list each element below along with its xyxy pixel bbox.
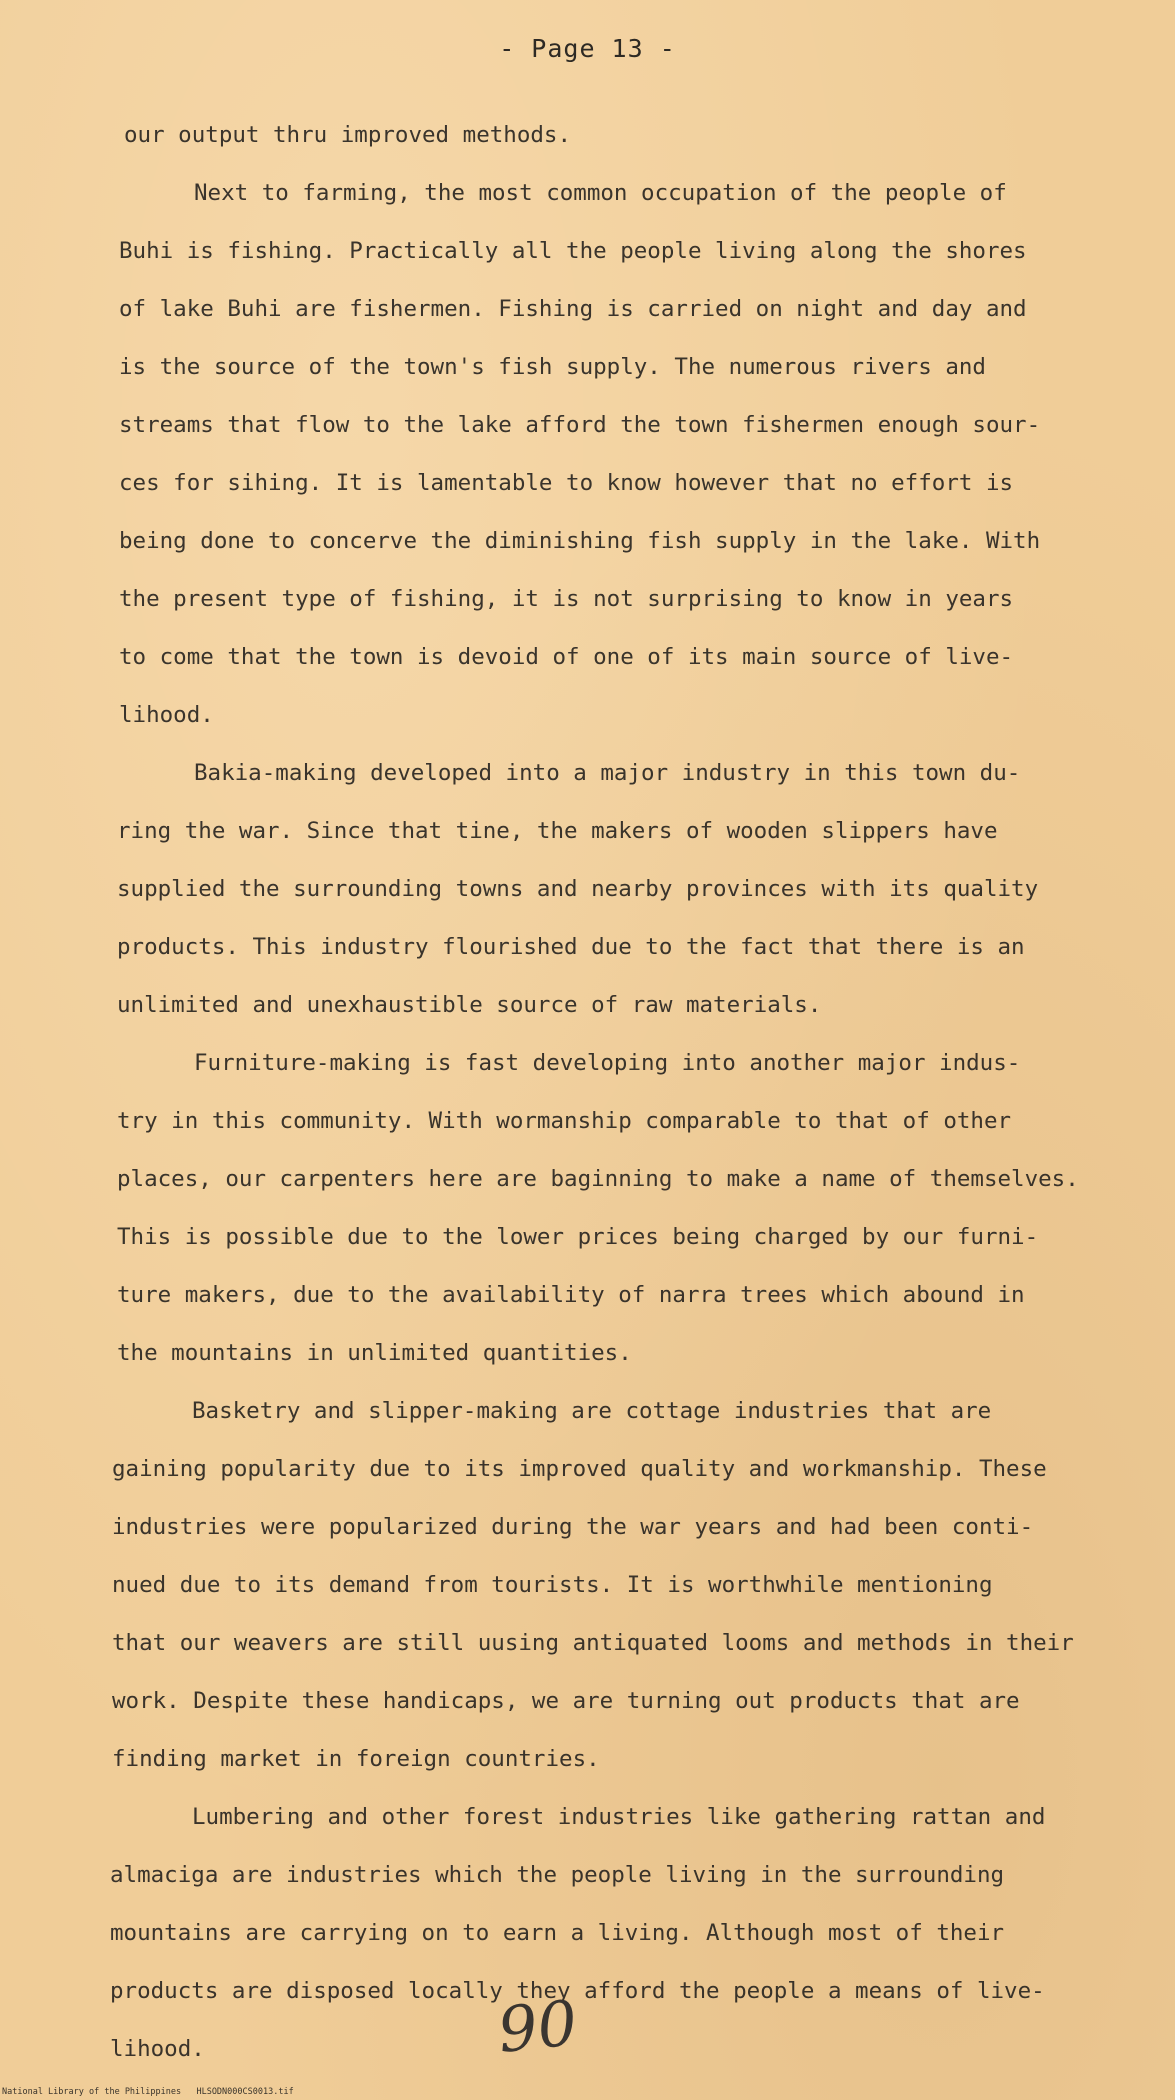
text-line-34: lihood.	[110, 2036, 205, 2062]
handwritten-folio-number: 90	[494, 1986, 581, 2067]
text-line-14: supplied the surrounding towns and nearby provinces with its quality	[117, 876, 1039, 902]
text-line-12: Bakia-making developed into a major industry in this town du-	[194, 760, 1021, 786]
text-line-25: industries were popularized during the war years and had been conti-	[112, 1514, 1034, 1540]
text-line-9: the present type of fishing, it is not surprising to know in years	[119, 586, 1014, 612]
text-line-3: Buhi is fishing. Practically all the people living along the shores	[119, 238, 1027, 264]
text-line-15: products. This industry flourished due to the fact that there is an	[117, 934, 1025, 960]
text-line-10: to come that the town is devoid of one of its main source of live-	[119, 644, 1014, 670]
text-line-20: This is possible due to the lower prices being charged by our furni-	[117, 1224, 1039, 1250]
text-line-5: is the source of the town's fish supply. The numerous rivers and	[119, 354, 986, 380]
text-line-11: lihood.	[119, 702, 214, 728]
archive-footer: National Library of the Philippines HLSODN000CS0013.tif	[2, 2087, 294, 2097]
text-line-18: try in this community. With wormanship comparable to that of other	[117, 1108, 1012, 1134]
text-line-27: that our weavers are still uusing antiquated looms and methods in their	[112, 1630, 1074, 1656]
text-line-30: Lumbering and other forest industries like gathering rattan and	[192, 1804, 1046, 1830]
text-line-7: ces for sihing. It is lamentable to know however that no effort is	[119, 470, 1014, 496]
text-line-31: almaciga are industries which the people living in the surrounding	[110, 1862, 1005, 1888]
text-line-28: work. Despite these handicaps, we are turning out products that are	[112, 1688, 1020, 1714]
text-line-4: of lake Buhi are fishermen. Fishing is carried on night and day and	[119, 296, 1027, 322]
text-line-1: our output thru improved methods.	[124, 122, 572, 148]
text-line-26: nued due to its demand from tourists. It is worthwhile mentioning	[112, 1572, 993, 1598]
text-line-23: Basketry and slipper-making are cottage industries that are	[192, 1398, 992, 1424]
text-line-24: gaining popularity due to its improved quality and workmanship. These	[112, 1456, 1047, 1482]
text-line-19: places, our carpenters here are baginning to make a name of themselves.	[117, 1166, 1079, 1192]
text-line-32: mountains are carrying on to earn a living. Although most of their	[110, 1920, 1005, 1946]
text-line-33: products are disposed locally they afford the people a means of live-	[110, 1978, 1045, 2004]
page-number-header: - Page 13 -	[499, 34, 676, 63]
text-line-6: streams that flow to the lake afford the town fishermen enough sour-	[119, 412, 1041, 438]
text-line-2: Next to farming, the most common occupation of the people of	[194, 180, 1007, 206]
text-line-13: ring the war. Since that tine, the makers of wooden slippers have	[117, 818, 998, 844]
text-line-16: unlimited and unexhaustible source of raw materials.	[117, 992, 822, 1018]
text-line-22: the mountains in unlimited quantities.	[117, 1340, 632, 1366]
text-line-8: being done to concerve the diminishing fish supply in the lake. With	[119, 528, 1041, 554]
text-line-29: finding market in foreign countries.	[112, 1746, 600, 1772]
text-line-17: Furniture-making is fast developing into another major indus-	[194, 1050, 1021, 1076]
text-line-21: ture makers, due to the availability of narra trees which abound in	[117, 1282, 1025, 1308]
